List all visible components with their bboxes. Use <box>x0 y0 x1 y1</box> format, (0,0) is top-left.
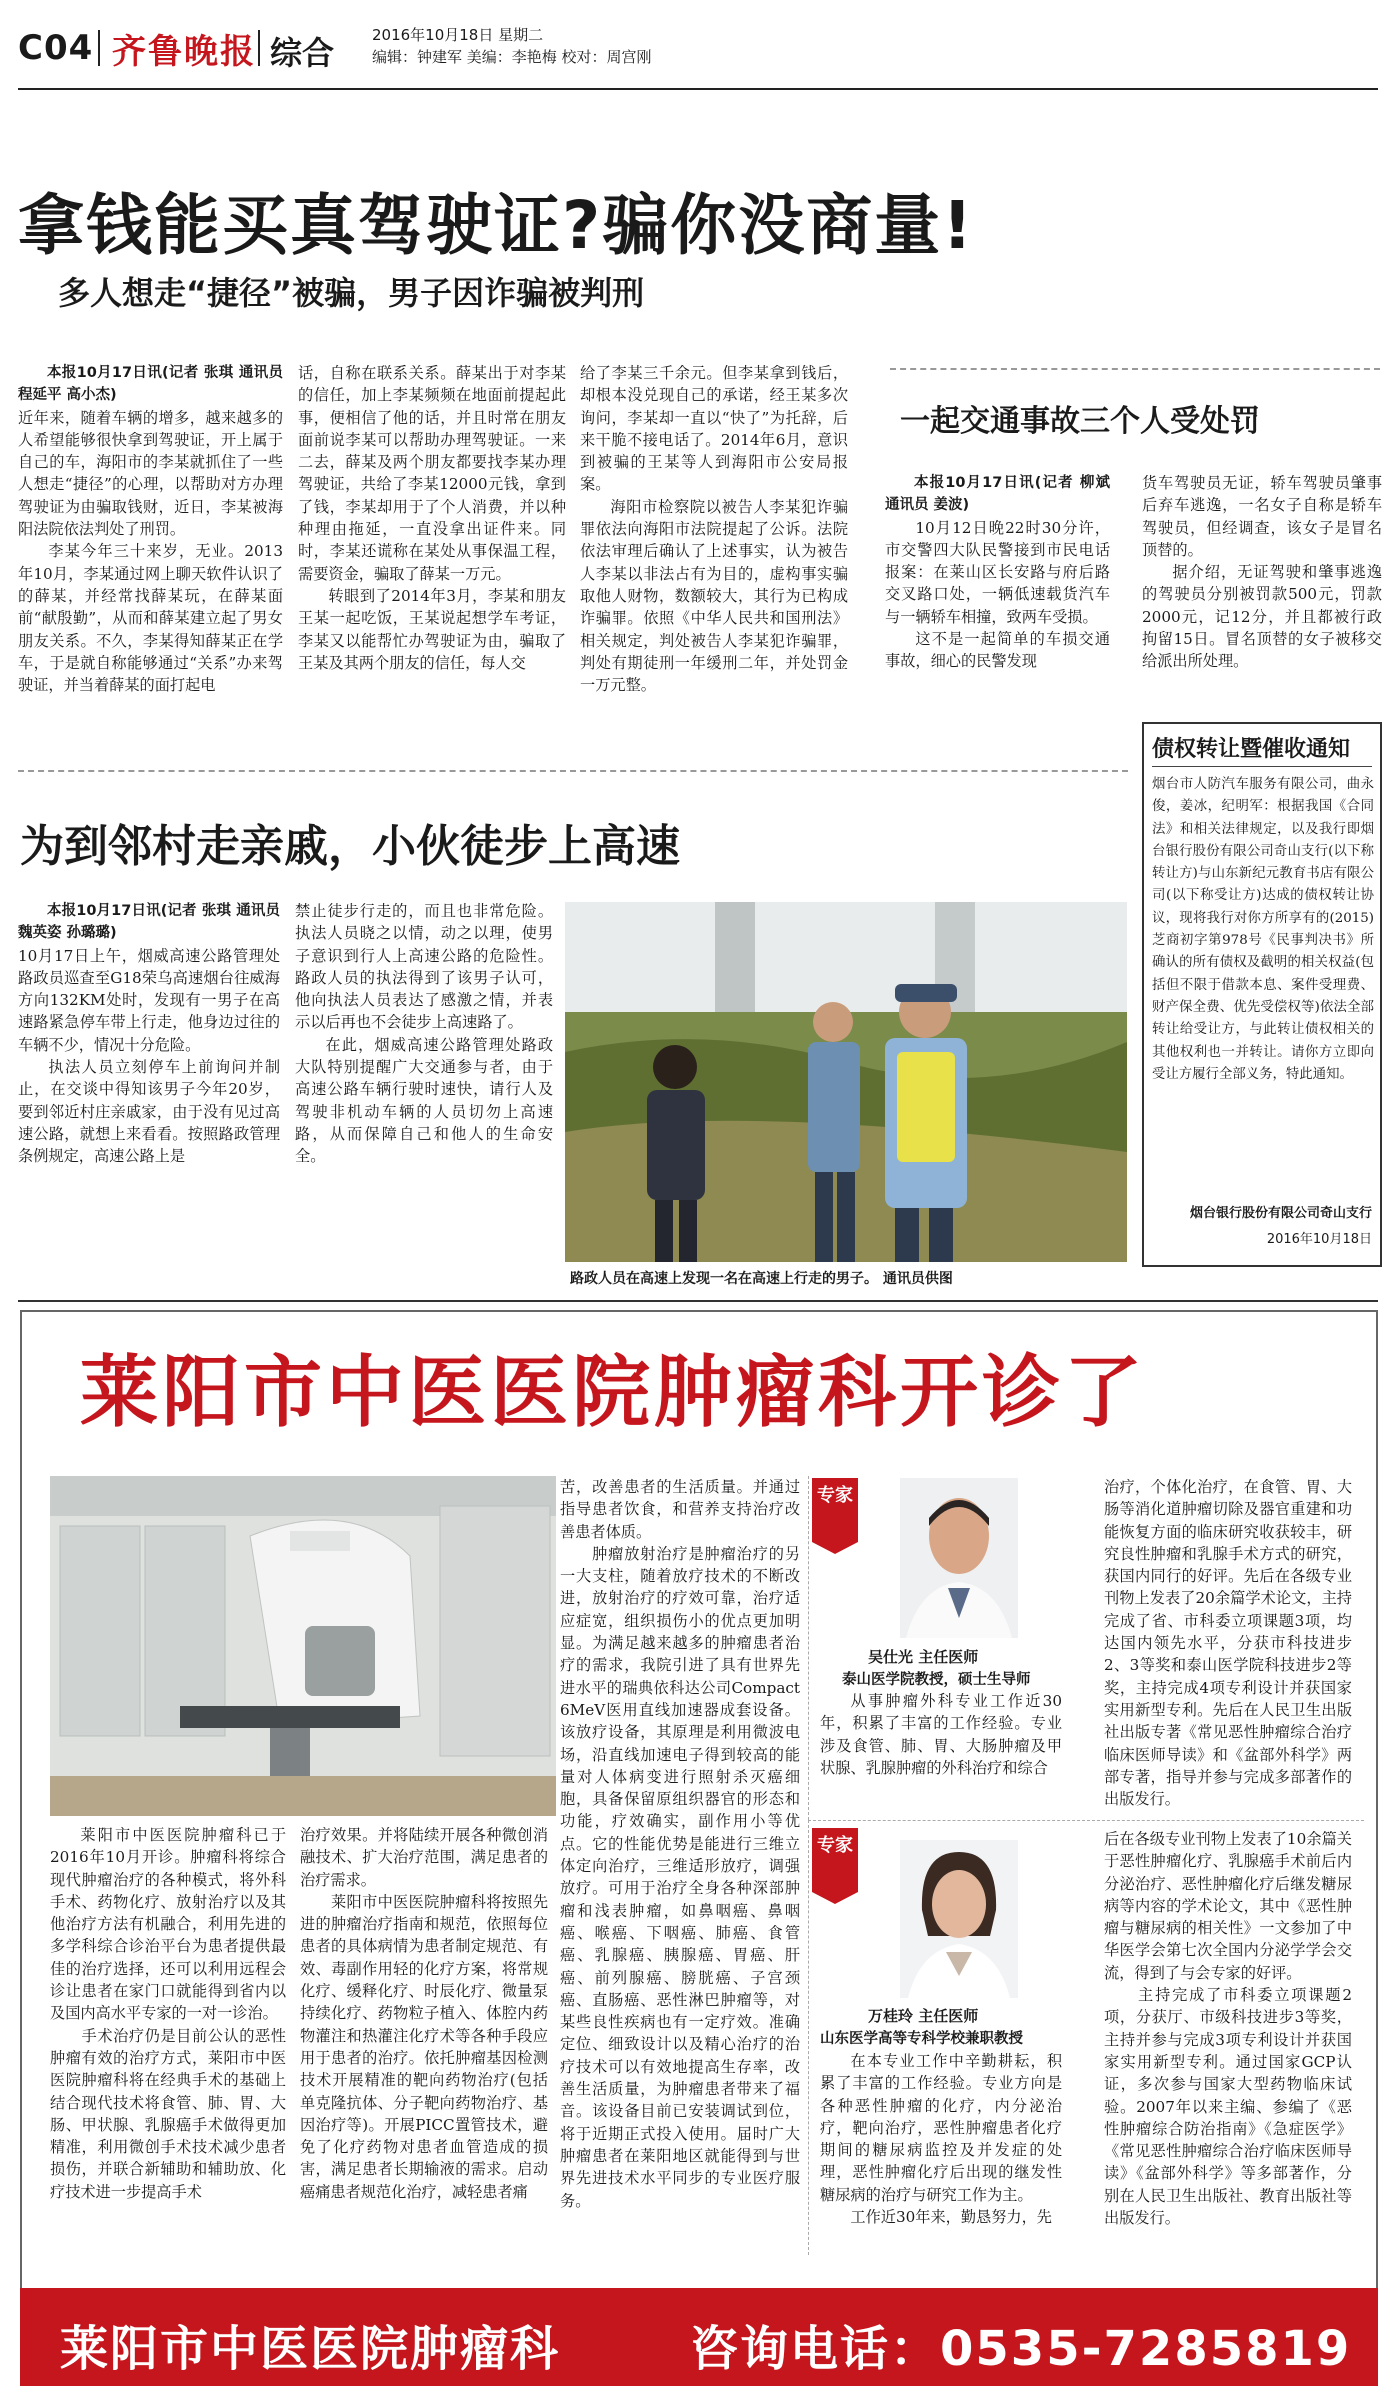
article-paragraph: 10月12日晚22时30分许，市交警四大队民警接到市民电话报案：在莱山区长安路与府后路交叉路口处，一辆低速载货汽车与一辆轿车相撞，致两车受损。 <box>885 518 1110 626</box>
article-paragraph: 据介绍，无证驾驶和肇事逃逸的驾驶员分别被罚款500元，罚款2000元，记12分，并且都被行政拘留15日。冒名顶替的女子被移交给派出所处理。 <box>1142 563 1382 671</box>
notice-date: 2016年10月18日 <box>1266 1232 1372 1247</box>
section-rule <box>18 1300 1378 1302</box>
ad-column <box>1104 1476 1352 1816</box>
ad-headline: 莱阳市中医医院肿瘤科开诊了 <box>80 1347 1147 1438</box>
ad-paragraph: 治疗效果。并将陆续开展各种微创消融技术、扩大治疗范围，满足患者的治疗需求。 莱阳市中医医院肿瘤科将按照先进的肿瘤治疗指南和规范，依照每位患者的具体病情为患者制定规范、有效、毒副作用轻的化疗方案，将常规化疗、缓释化疗、时辰化疗、微量泵持续化疗、药物粒子植入、体腔内药物灌注和热灌注化疗术等各种手段应用于患者的治疗。依托肿瘤基因检测技术开展精准的靶向药物治疗(包括单克隆抗体、分子靶向药物治疗、基因治疗等)。开展PICC置管技术，避免了化疗药物对患者血管造成的损害，满足患者长期输液的需求。启动癌痛患者规范化治疗，减轻患者痛 <box>300 1826 548 2201</box>
column-divider <box>808 1820 809 2255</box>
article-paragraph: 给了李某三千余元。但李某拿到钱后，却根本没兑现自己的承诺，经王某多次询问，李某却一直以“快了”为托辞，后来干脆不接电话了。2014年6月，意识到被骗的王某等人到海阳市公安局报案。 <box>580 364 848 494</box>
news-photo-illustration <box>565 902 1127 1262</box>
consult-phone: 咨询电话：0535-7285819 <box>690 2321 1352 2377</box>
column-divider <box>808 1476 809 1820</box>
article-column <box>18 362 283 782</box>
article-headline: 一起交通事故三个人受处罚 <box>900 404 1260 439</box>
article-paragraph: 话，自称在联系关系。薛某出于对李某的信任，加上李某频频在地面前提起此事，便相信了他的话，并且时常在朋友面前说李某可以帮助办理驾驶证。一来二去，薛某及两个朋友都要找李某办理驾驶证，共给了李某12000元钱，拿到了钱，李某却用于了个人消费，并以种种理由拖延，一直没拿出证件来。同时，李某还谎称在某处从事保温工程，需要资金，骗取了薛某一万元。 <box>298 364 566 583</box>
article-paragraph: 近年来，随着车辆的增多，越来越多的人希望能够很快拿到驾驶证，开上属于自己的车，海阳市的李某就抓住了一些人想走“捷径”的心理，以帮助对方办理驾驶证为由骗取钱财，近日，李某被海阳法院依法判处了刑罚。 <box>18 408 283 539</box>
article-paragraph: 10月17日上午，烟威高速公路管理处路政员巡查至G18荣乌高速烟台往威海方向132KM处时，发现有一男子在高速路紧急停车带上行走，他身边过往的车辆不少，情况十分危险。 <box>18 946 280 1054</box>
article-column <box>18 900 280 1290</box>
ad-column <box>1104 1828 1352 2282</box>
ad-paragraph: 莱阳市中医医院肿瘤科已于2016年10月开诊。肿瘤科将综合现代肿瘤治疗的各种模式，将外科手术、药物化疗、放射治疗以及其他治疗方法有机融合，利用先进的多学科综合诊治平台为患者提供最佳的治疗选择，还可以利用远程会诊让患者在家门口就能得到省内以及国内高水平专家的一对一诊治。 手术治疗仍是目前公认的恶性肿瘤有效的治疗方式，莱阳市中医医院肿瘤科将在经典手术的基础上结合现代技术将食管、肺、胃、大肠、甲状腺、乳腺癌手术做得更加精准，利用微创手术技术减少患者损伤，并联合新辅助和辅助放、化疗技术进一步提高手术 <box>50 1826 286 2201</box>
section-name: 综合 <box>270 34 335 72</box>
article-headline: 为到邻村走亲戚，小伙徒步上高速 <box>20 821 680 872</box>
header-divider <box>98 30 100 66</box>
article-paragraph: 在此，烟威高速公路管理处路政大队特别提醒广大交通参与者，由于高速公路车辆行驶时速快，请行人及驾驶非机动车辆的人员切勿上高速路，从而保障自己和他人的生命安全。 <box>295 1035 553 1166</box>
ad-paragraph: 从事肿瘤外科专业工作近30年，积累了丰富的工作经验。专业涉及食管、肺、胃、大肠肿瘤及甲状腺、乳腺肿瘤的外科治疗和综合 <box>820 1692 1062 1777</box>
expert-name: 吴仕光 主任医师 <box>868 1648 979 1666</box>
section-divider <box>890 368 1380 370</box>
ad-column <box>820 1690 1062 1818</box>
expert-name: 万桂玲 主任医师 <box>868 2007 979 2025</box>
news-photo <box>565 902 1127 1262</box>
expert-badge: 专家 <box>812 1828 858 1892</box>
article-paragraph: 海阳市检察院以被告人李某犯诈骗罪依法向海阳市法院提起了公诉。法院依法审理后确认了上述事实，认为被告人李某以非法占有为目的，虚构事实骗取他人财物，数额较大，其行为已构成诈骗罪。依照《中华人民共和国刑法》相关规定，判处被告人李某犯诈骗罪，判处有期徒刑一年缓刑二年，并处罚金一万元整。 <box>580 497 848 695</box>
ad-column <box>300 1824 548 2279</box>
newspaper-logo: 齐鲁晚报 <box>112 32 256 72</box>
linac-photo-illustration <box>50 1476 556 1816</box>
expert-badge: 专家 <box>812 1478 858 1542</box>
header-rule <box>18 88 1378 90</box>
notice-body: 烟台市人防汽车服务有限公司，曲永俊，姜冰，纪明军：根据我国《合同法》和相关法律规定，以及我行即烟台银行股份有限公司奇山支行(以下称转让方)与山东新纪元教育书店有限公司(以下称受让方)达成的债权转让协议，现将我行对你方所享有的(2015)芝商初字第978号《民事判决书》所确认的所有债权及截明的相关权益(包括但不限于借款本息、案件受理费、财产保全费、优先受偿权等)依法全部转让给受让方，与此转让债权相关的其他权利也一并转让。请你方立即向受让方履行全部义务，特此通知。 <box>1152 777 1374 1082</box>
notice-rule <box>1152 766 1372 767</box>
ad-paragraph: 后在各级专业刊物上发表了10余篇关于恶性肿瘤化疗、乳腺癌手术前后内分泌治疗、恶性肿瘤化疗后继发糖尿病等内容的学术论文，其中《恶性肿瘤与糖尿病的相关性》一文参加了中华医学会第七次全国内分泌学学会交流，得到了与会专家的好评。 主持完成了市科委立项课题2项，分获厅、市级科技进步3等奖，主持并参与完成3项专利设计并获国家实用新型专利。通过国家GCP认证，多次参与国家大型药物临床试验。2007年以来主编、参编了《恶性肿瘤综合防治指南》《急症医学》《常见恶性肿瘤综合治疗临床医师导读》《盆部外科学》等多部著作，分别在人民卫生出版社、教育出版社等出版发行。 <box>1104 1830 1352 2228</box>
article-paragraph: 李某今年三十来岁，无业。2013年10月，李某通过网上聊天软件认识了的薛某，并经常找薛某玩，在薛某面前“献殷勤”，从而和薛某建立起了男女朋友关系。不久，李某得知薛某正在学车，于是就自称能够通过“关系”办来驾驶证，并当着薛某的面打起电 <box>18 542 283 695</box>
article-byline: 本报10月17日讯(记者 张琪 通讯员 程延平 高小杰) <box>18 365 283 404</box>
doctor-portrait <box>900 1478 1018 1638</box>
expert-divider <box>808 1820 1364 1821</box>
issue-date: 2016年10月18日 星期二 <box>372 26 544 44</box>
legal-notice-box <box>1142 722 1382 1267</box>
ad-paragraph: 苦，改善患者的生活质量。并通过指导患者饮食，和营养支持治疗改善患者体质。 肿瘤放射治疗是肿瘤治疗的另一大支柱，随着放疗技术的不断改进，放射治疗的疗效可靠，治疗适应症宽，组织损伤小的优点更加明显。为满足越来越多的肿瘤患者治疗的需求，我院引进了具有世界先进水平的瑞典依科达公司Compact 6MeV医用直线加速器成套设备。该放疗设备，其原理是利用微波电场，沿直线加速电子得到较高的能量对人体病变进行照射杀灭癌细胞，具备保留原组织器官的形态和功能，疗效确实，副作用小等优点。它的性能优势是能进行三维立体定向治疗，三维适形放疗，调强放疗。可用于治疗全身各种深部肿瘤和浅表肿瘤，如鼻咽癌、鼻咽癌、喉癌、下咽癌、肺癌、食管癌、乳腺癌、胰腺癌、胃癌、肝癌、前列腺癌、膀胱癌、子宫颈癌、直肠癌、恶性淋巴肿瘤等，对某些良性疾病也有一定疗效。准确定位、细致设计以及精心治疗的治疗技术可以有效地提高生存率，改善生活质量，为肿瘤患者带来了福音。该设备目前已安装调试到位，将于近期正式投入使用。届时广大肿瘤患者在莱阳地区就能得到与世界先进技术水平同步的专业医疗服务。 <box>560 1478 800 2210</box>
article-column <box>580 362 848 782</box>
article-column <box>885 472 1110 717</box>
notice-title: 债权转让暨催收通知 <box>1152 737 1351 762</box>
expert-title: 泰山医学院教授，硕士生导师 <box>842 1672 1031 1688</box>
ad-paragraph: 治疗，个体化治疗，在食管、胃、大肠等消化道肿瘤切除及器官重建和功能恢复方面的临床研究收获较丰，研究良性肿瘤和乳腺手术方式的研究，获国内同行的好评。先后在各级专业刊物上发表了20余篇学术论文，主持完成了省、市科委立项课题3项，均达国内领先水平，分获市科技进步2、3等奖和泰山医学院科技进步2等奖，主持完成4项专利设计并获国家实用新型专利。先后在人民卫生出版社出版专著《常见恶性肿瘤综合治疗临床医师导读》和《盆部外科学》两部专著，指导并参与完成多部著作的出版发行。 <box>1104 1478 1352 1809</box>
doctor-portrait <box>900 1840 1018 1998</box>
article-paragraph: 这不是一起简单的车损交通事故，细心的民警发现 <box>885 630 1110 671</box>
ad-paragraph: 在本专业工作中辛勤耕耘，积累了丰富的工作经验。专业方向是各种恶性肿瘤的化疗，内分泌治疗，靶向治疗，恶性肿瘤患者化疗期间的糖尿病监控及并发症的处理，恶性肿瘤化疗后出现的继发性糖尿病的治疗与研究工作为主。 工作近30年来，勤恳努力，先 <box>820 2052 1062 2227</box>
hospital-name: 莱阳市中医医院肿瘤科 <box>60 2321 561 2377</box>
article-paragraph: 禁止徒步行走的，而且也非常危险。执法人员晓之以情，动之以理，使男子意识到行人上高速公路的危险性。路政人员的执法得到了该男子认可，他向执法人员表达了感激之情，并表示以后再也不会徒步上高速路了。 <box>295 902 553 1032</box>
ad-column <box>50 1824 286 2279</box>
header-divider <box>258 30 260 66</box>
article-column <box>298 362 566 782</box>
page-number: C04 <box>18 28 94 68</box>
doctor-portrait-illustration <box>900 1840 1018 1998</box>
photo-caption: 路政人员在高速上发现一名在高速上行走的男子。 通讯员供图 <box>570 1271 953 1287</box>
ad-column <box>560 1476 800 2279</box>
article-paragraph: 转眼到了2014年3月，李某和朋友王某一起吃饭，王某说起想学车考证，李某又以能帮忙办驾驶证为由，骗取了王某及其两个朋友的信任，每人交 <box>298 586 566 672</box>
article-column <box>1142 472 1382 717</box>
article-byline: 本报10月17日讯(记者 柳斌 通讯员 姜波) <box>885 475 1110 514</box>
article-subheadline: 多人想走“捷径”被骗，男子因诈骗被判刑 <box>58 274 645 312</box>
linac-photo <box>50 1476 556 1816</box>
notice-signature: 烟台银行股份有限公司奇山支行 <box>1189 1206 1372 1221</box>
article-byline: 本报10月17日讯(记者 张琪 通讯员 魏英姿 孙璐璐) <box>18 903 280 942</box>
article-column <box>295 900 553 1290</box>
section-divider <box>18 770 1128 772</box>
article-paragraph: 货车驾驶员无证，轿车驾驶员肇事后弃车逃逸，一名女子自称是轿车驾驶员，但经调查，该女子是冒名顶替的。 <box>1142 474 1382 559</box>
article-headline: 拿钱能买真驾驶证?骗你没商量! <box>18 187 975 264</box>
editor-credits: 编辑：钟建军 美编：李艳梅 校对：周宫刚 <box>372 48 652 66</box>
article-paragraph: 执法人员立刻停车上前询问并制止，在交谈中得知该男子今年20岁，要到邻近村庄亲戚家，由于没有见过高速公路，就想上来看看。按照路政管理条例规定，高速公路上是 <box>18 1058 280 1166</box>
doctor-portrait-illustration <box>900 1478 1018 1638</box>
ad-column <box>820 2050 1062 2282</box>
expert-title: 山东医学高等专科学校兼职教授 <box>820 2031 1023 2047</box>
